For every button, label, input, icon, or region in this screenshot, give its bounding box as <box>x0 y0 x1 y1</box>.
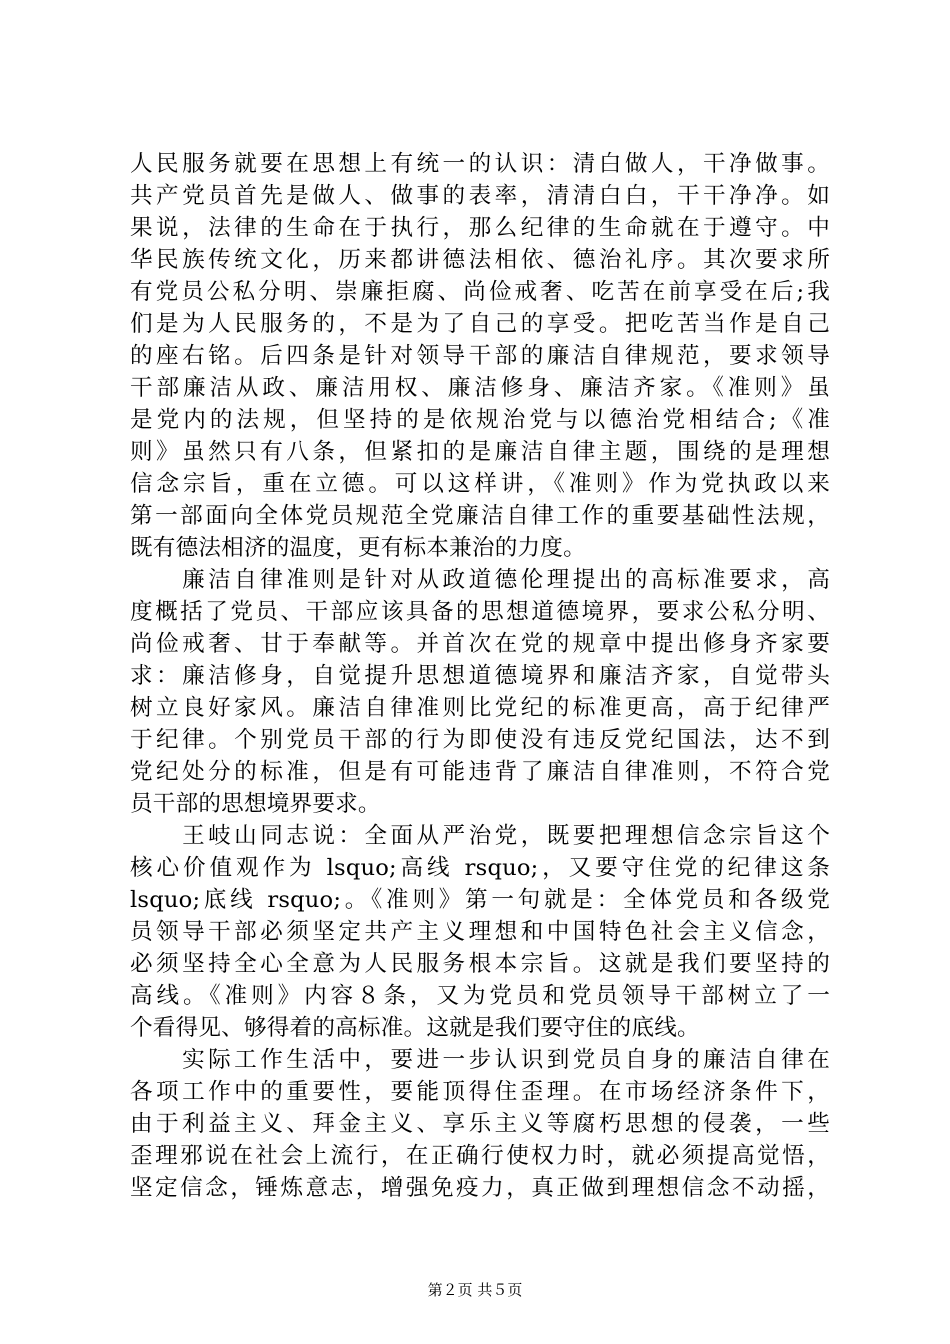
text-line: 王岐山同志说：全面从严治党，既要把理想信念宗旨这个 <box>130 823 830 849</box>
text-line: 歪理邪说在社会上流行，在正确行使权力时，就必须提高觉悟， <box>130 1143 830 1169</box>
text-line: 有党员公私分明、崇廉拒腐、尚俭戒奢、吃苦在前享受在后;我 <box>130 279 830 305</box>
text-line: 干部廉洁从政、廉洁用权、廉洁修身、廉洁齐家。《准则》虽 <box>130 375 830 401</box>
text-line: 人民服务就要在思想上有统一的认识：清白做人，干净做事。 <box>130 151 830 177</box>
text-line: 树立良好家风。廉洁自律准则比党纪的标准更高，高于纪律严 <box>130 695 830 721</box>
text-line: 华民族传统文化，历来都讲德法相依、德治礼序。其次要求所 <box>130 247 830 273</box>
text-line: 员领导干部必须坚定共产主义理想和中国特色社会主义信念， <box>130 919 830 945</box>
text-line: 高线。《准则》内容８条，又为党员和党员领导干部树立了一 <box>130 983 830 1009</box>
text-line: 尚俭戒奢、甘于奉献等。并首次在党的规章中提出修身齐家要 <box>130 631 830 657</box>
text-line: 信念宗旨，重在立德。可以这样讲，《准则》作为党执政以来 <box>130 471 830 497</box>
paragraph-1 <box>130 148 830 564</box>
text-line: 共产党员首先是做人、做事的表率，清清白白，干干净净。如 <box>130 183 830 209</box>
text-line: 第一部面向全体党员规范全党廉洁自律工作的重要基础性法规， <box>130 503 830 529</box>
text-line: 既有德法相济的温度，更有标本兼治的力度。 <box>130 535 586 561</box>
page-number-footer: 第２页 共５页 <box>427 1281 523 1299</box>
text-line: 个看得见、够得着的高标准。这就是我们要守住的底线。 <box>130 1015 700 1041</box>
text-line: 党纪处分的标准，但是有可能违背了廉洁自律准则，不符合党 <box>130 759 830 785</box>
text-line: 则》虽然只有八条，但紧扣的是廉洁自律主题，围绕的是理想 <box>130 439 830 465</box>
text-line: 是党内的法规，但坚持的是依规治党与以德治党相结合;《准 <box>130 407 830 433</box>
text-line: 由于利益主义、拜金主义、享乐主义等腐朽思想的侵袭，一些 <box>130 1111 830 1137</box>
text-line: 核心价值观作为 lsquo;高线 rsquo;，又要守住党的纪律这条 <box>130 855 830 881</box>
text-line: 们是为人民服务的，不是为了自己的享受。把吃苦当作是自己 <box>130 311 830 337</box>
paragraph-2 <box>130 564 830 820</box>
paragraph-3 <box>130 820 830 1044</box>
text-line: 廉洁自律准则是针对从政道德伦理提出的高标准要求，高 <box>130 567 830 593</box>
text-line: 实际工作生活中，要进一步认识到党员自身的廉洁自律在 <box>130 1047 830 1073</box>
paragraph-4 <box>130 1044 830 1204</box>
text-line: 求：廉洁修身，自觉提升思想道德境界和廉洁齐家，自觉带头 <box>130 663 830 689</box>
text-line: 坚定信念，锤炼意志，增强免疫力，真正做到理想信念不动摇， <box>130 1175 830 1201</box>
text-line: 必须坚持全心全意为人民服务根本宗旨。这就是我们要坚持的 <box>130 951 830 977</box>
text-line: 于纪律。个别党员干部的行为即使没有违反党纪国法，达不到 <box>130 727 830 753</box>
text-line: 的座右铭。后四条是针对领导干部的廉洁自律规范，要求领导 <box>130 343 830 369</box>
text-line: 果说，法律的生命在于执行，那么纪律的生命就在于遵守。中 <box>130 215 830 241</box>
text-line: 员干部的思想境界要求。 <box>130 791 381 817</box>
text-line: lsquo;底线 rsquo;。《准则》第一句就是：全体党员和各级党 <box>130 887 830 913</box>
document-body <box>130 148 830 1204</box>
text-line: 各项工作中的重要性，要能顶得住歪理。在市场经济条件下， <box>130 1079 830 1105</box>
text-line: 度概括了党员、干部应该具备的思想道德境界，要求公私分明、 <box>130 599 830 625</box>
